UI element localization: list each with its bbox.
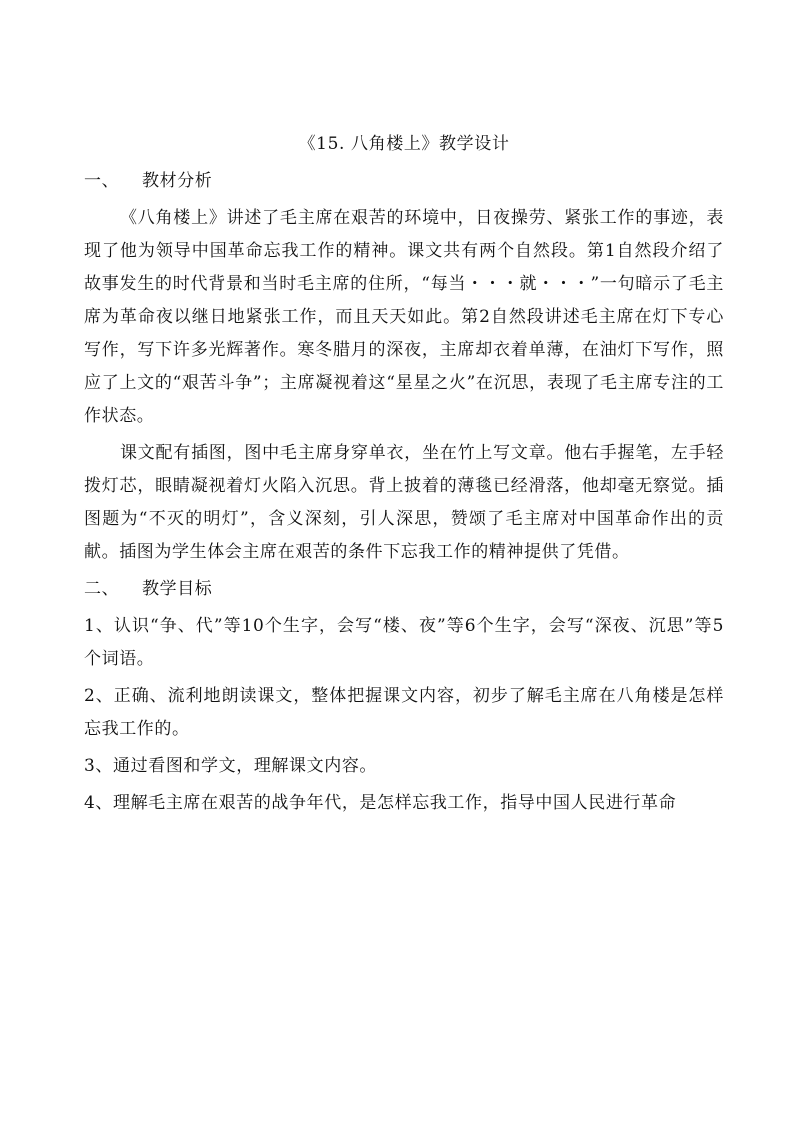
paragraph: 《八角楼上》讲述了毛主席在艰苦的环境中，日夜操劳、紧张工作的事迹，表现了他为领导中国革命忘我工作的精神。课文共有两个自然段。第1自然段介绍了故事发生的时代背景和当时毛主席的住所，“每当・・・就・・・”一句暗示了毛主席为革命夜以继日地紧张工作，而且天天如此。第2自然段讲述毛主席在灯下专心写作，写下许多光辉著作。寒冬腊月的深夜，主席却衣着单薄，在油灯下写作，照应了上文的“艰苦斗争”；主席凝视着这“星星之火”在沉思，表现了毛主席专注的工作状态。 — [84, 208, 724, 426]
section-number: 一、 — [84, 171, 120, 191]
document-body — [84, 128, 724, 824]
section-heading-analysis — [84, 165, 724, 198]
paragraph: 课文配有插图，图中毛主席身穿单衣，坐在竹上写文章。他右手握笔，左手轻拨灯芯，眼睛凝视着灯火陷入沉思。背上披着的薄毯已经滑落，他却毫无察觉。插图题为“不灭的明灯”，含义深刻，引人深思，赞颂了毛主席对中国革命作出的贡献。插图为学生体会主席在艰苦的条件下忘我工作的精神提供了凭借。 — [84, 443, 724, 562]
section-heading-objectives — [84, 573, 724, 606]
objective-item: 3、通过看图和学文，理解课文内容。 — [84, 756, 378, 776]
section-number: 二、 — [84, 579, 120, 599]
objective-item: 2、正确、流利地朗读课文，整体把握课文内容，初步了解毛主席在八角楼是怎样忘我工作的。 — [84, 686, 724, 739]
objective-item: 4、理解毛主席在艰苦的战争年代，是怎样忘我工作，指导中国人民进行革命 — [84, 793, 677, 813]
section-title: 教材分析 — [142, 171, 213, 191]
document-title: 《15. 八角楼上》教学设计 — [298, 134, 510, 154]
section-title: 教学目标 — [142, 579, 213, 599]
objective-item: 1、认识“争、代”等10个生字，会写“楼、夜”等6个生字，会写“深夜、沉思”等5个词语。 — [84, 616, 724, 669]
